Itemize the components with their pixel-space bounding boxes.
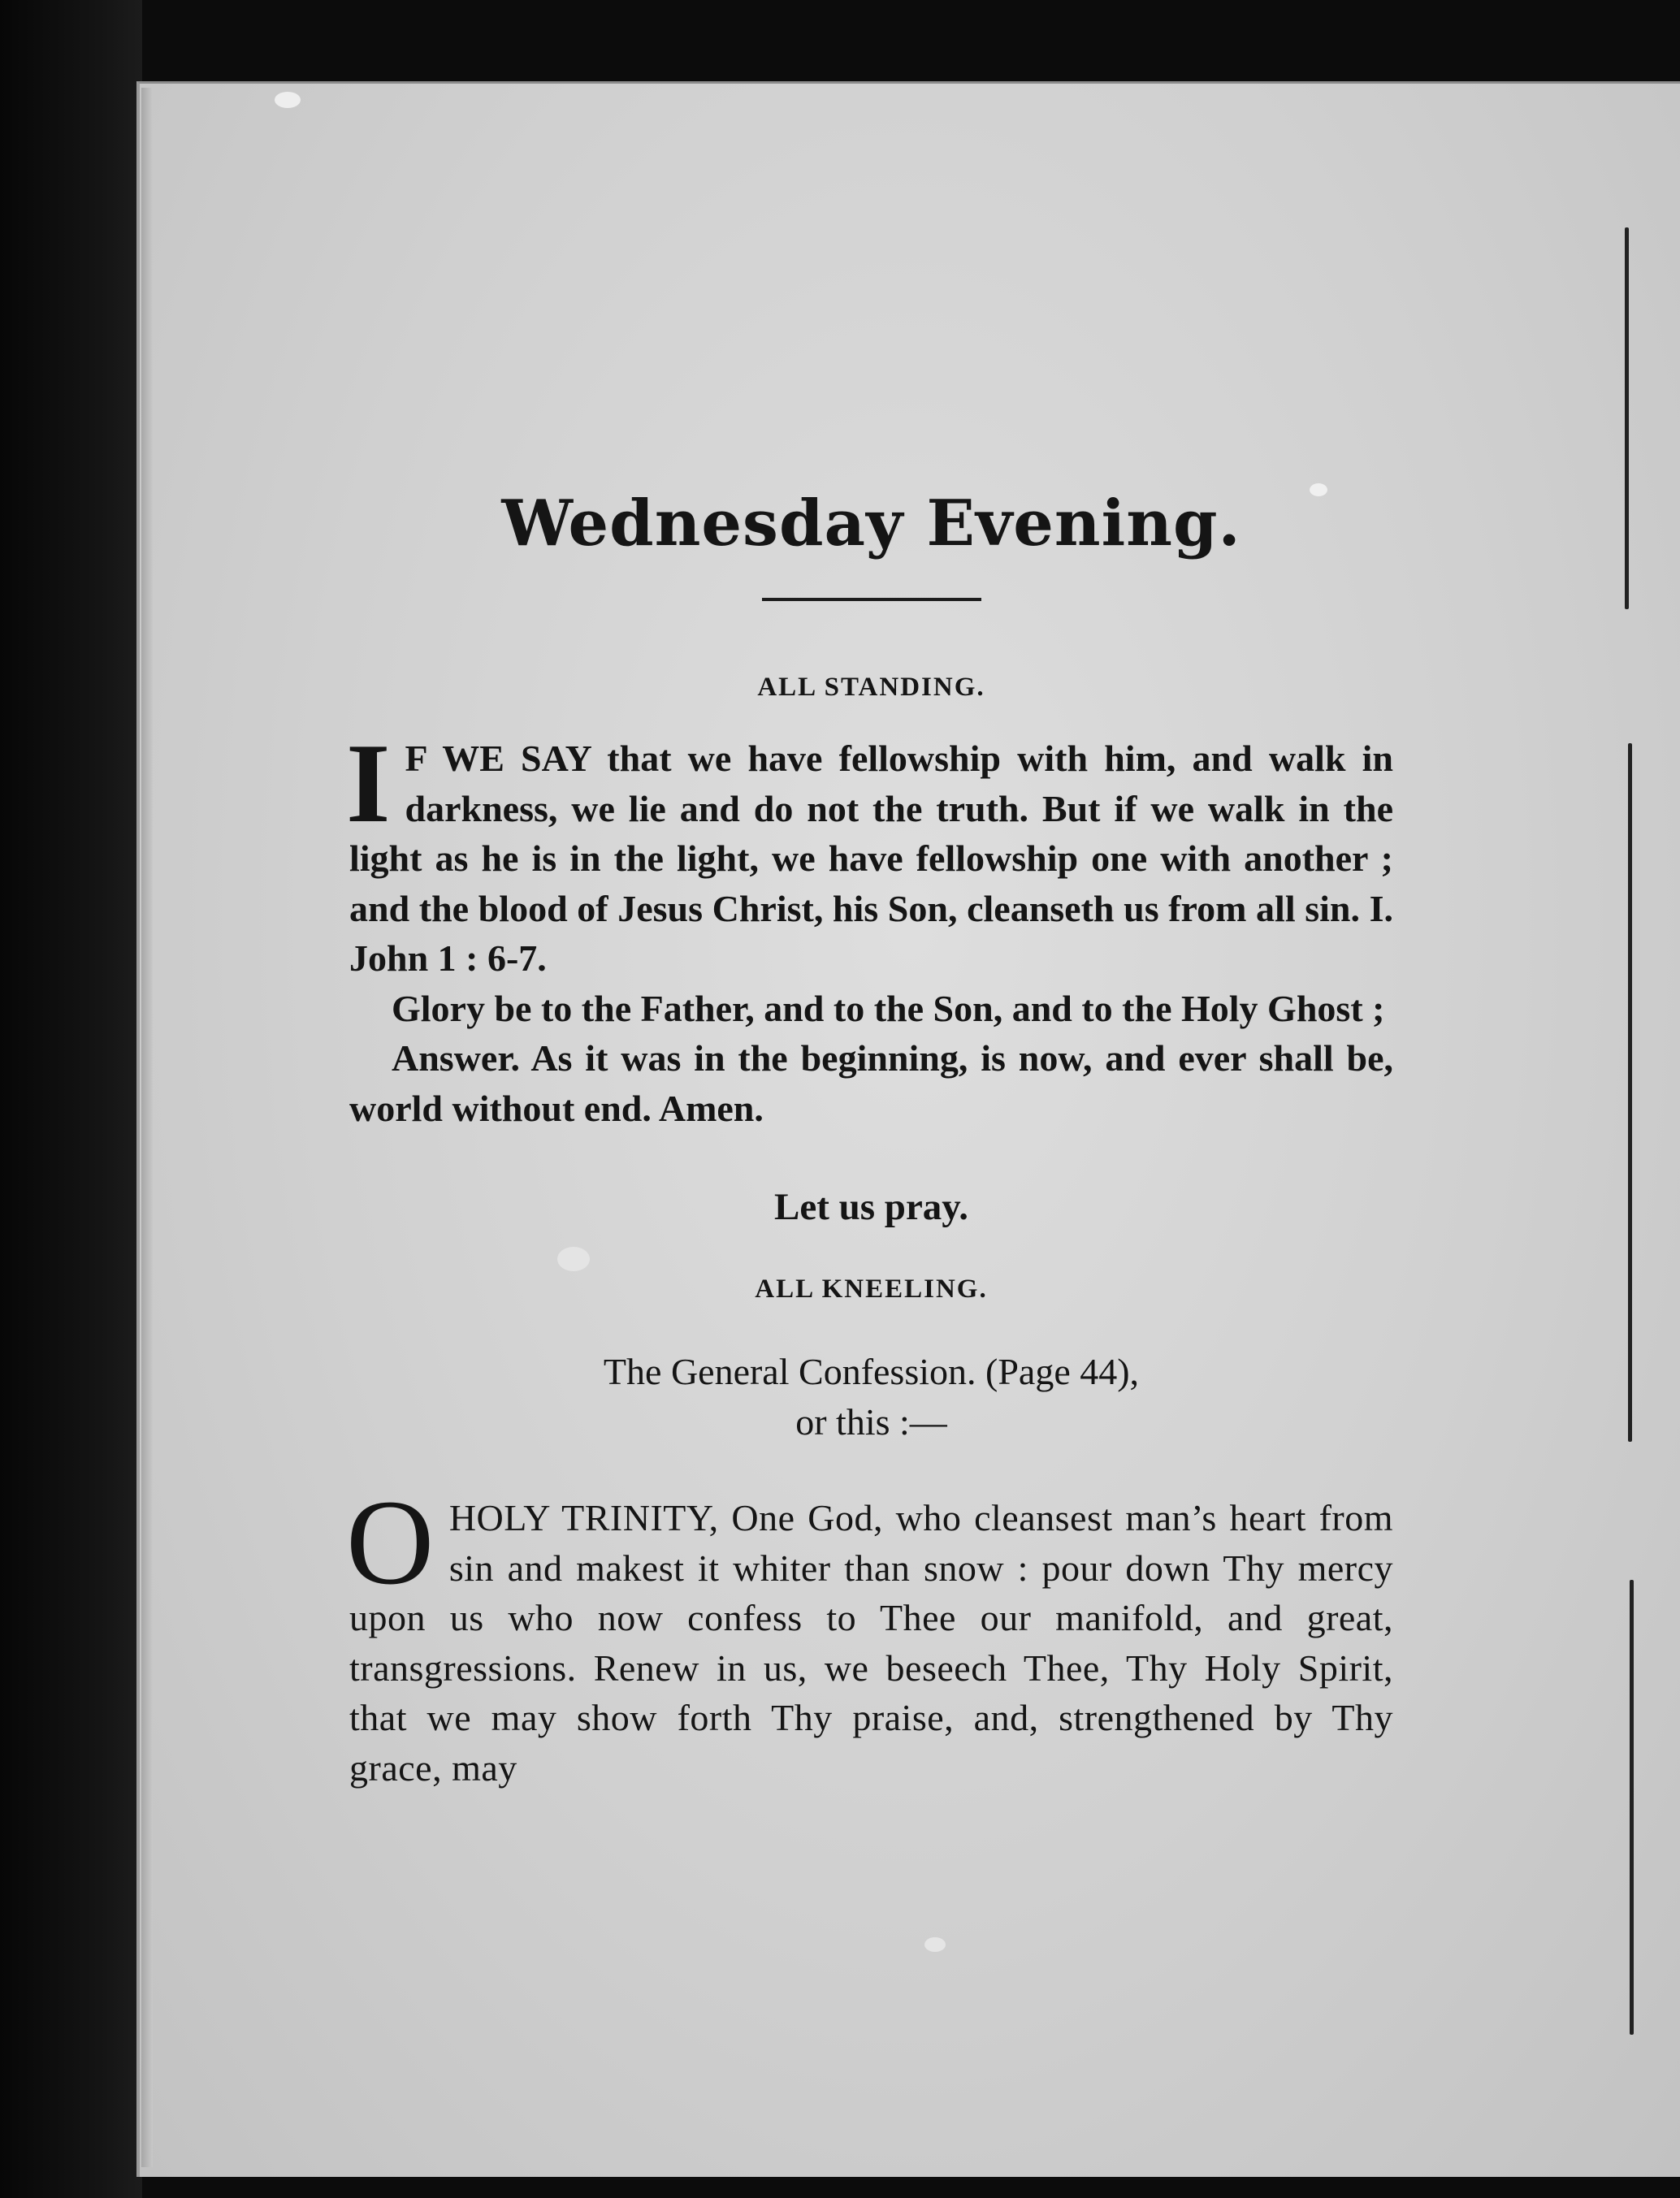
dropcap-o: O	[346, 1475, 435, 1610]
page-content	[346, 455, 1393, 1793]
dust-speck	[275, 92, 301, 108]
title-divider	[762, 598, 981, 601]
page-title: Wednesday Evening.	[501, 487, 1241, 560]
trinity-prayer	[346, 1475, 1393, 1793]
right-margin-rule	[1625, 227, 1629, 609]
let-us-pray: Let us pray.	[774, 1186, 968, 1228]
dropcap-i: I	[346, 720, 391, 846]
trinity-prayer-lead: HOLY TRINITY,	[448, 1497, 719, 1538]
trinity-prayer-text: One God, who cleansest man’s heart from sin and makest it whiter than snow : pour down Thy mercy upon us who now confess to Thee our manifold, and great, transgressions. Renew in us, we beseech Thee, Thy Holy Spirit, that we may show forth Thy praise, and, strengthened by Thy grace, may	[349, 1497, 1393, 1789]
film-border	[0, 0, 142, 2198]
general-confession-reference: The General Confession. (Page 44),	[603, 1351, 1140, 1392]
rubric-all-kneeling: ALL KNEELING.	[755, 1274, 988, 1304]
page-edge	[141, 88, 153, 2167]
gloria-patri: Glory be to the Father, and to the Son, and to the Holy Ghost ;	[392, 987, 1385, 1029]
opening-sentence-text: that we have fellowship with him, and walk in darkness, we lie and do not the truth. But if we walk in the light as he is in the light, we have fellowship one with another ; and the blood of Jesus Christ, his Son, cleanseth us from all sin. I. John 1 : 6-7.	[349, 738, 1393, 979]
right-margin-rule	[1628, 743, 1632, 1442]
confession-alternative: or this :—	[795, 1401, 947, 1443]
opening-sentence	[346, 720, 1393, 984]
right-margin-rule	[1630, 1580, 1634, 2035]
rubric-all-standing: ALL STANDING.	[757, 673, 985, 702]
answer-response: Answer. As it was in the beginning, is now, and ever shall be, world without end. Amen.	[349, 1037, 1393, 1129]
dust-speck	[924, 1937, 946, 1952]
opening-sentence-lead: F WE SAY	[405, 738, 591, 779]
